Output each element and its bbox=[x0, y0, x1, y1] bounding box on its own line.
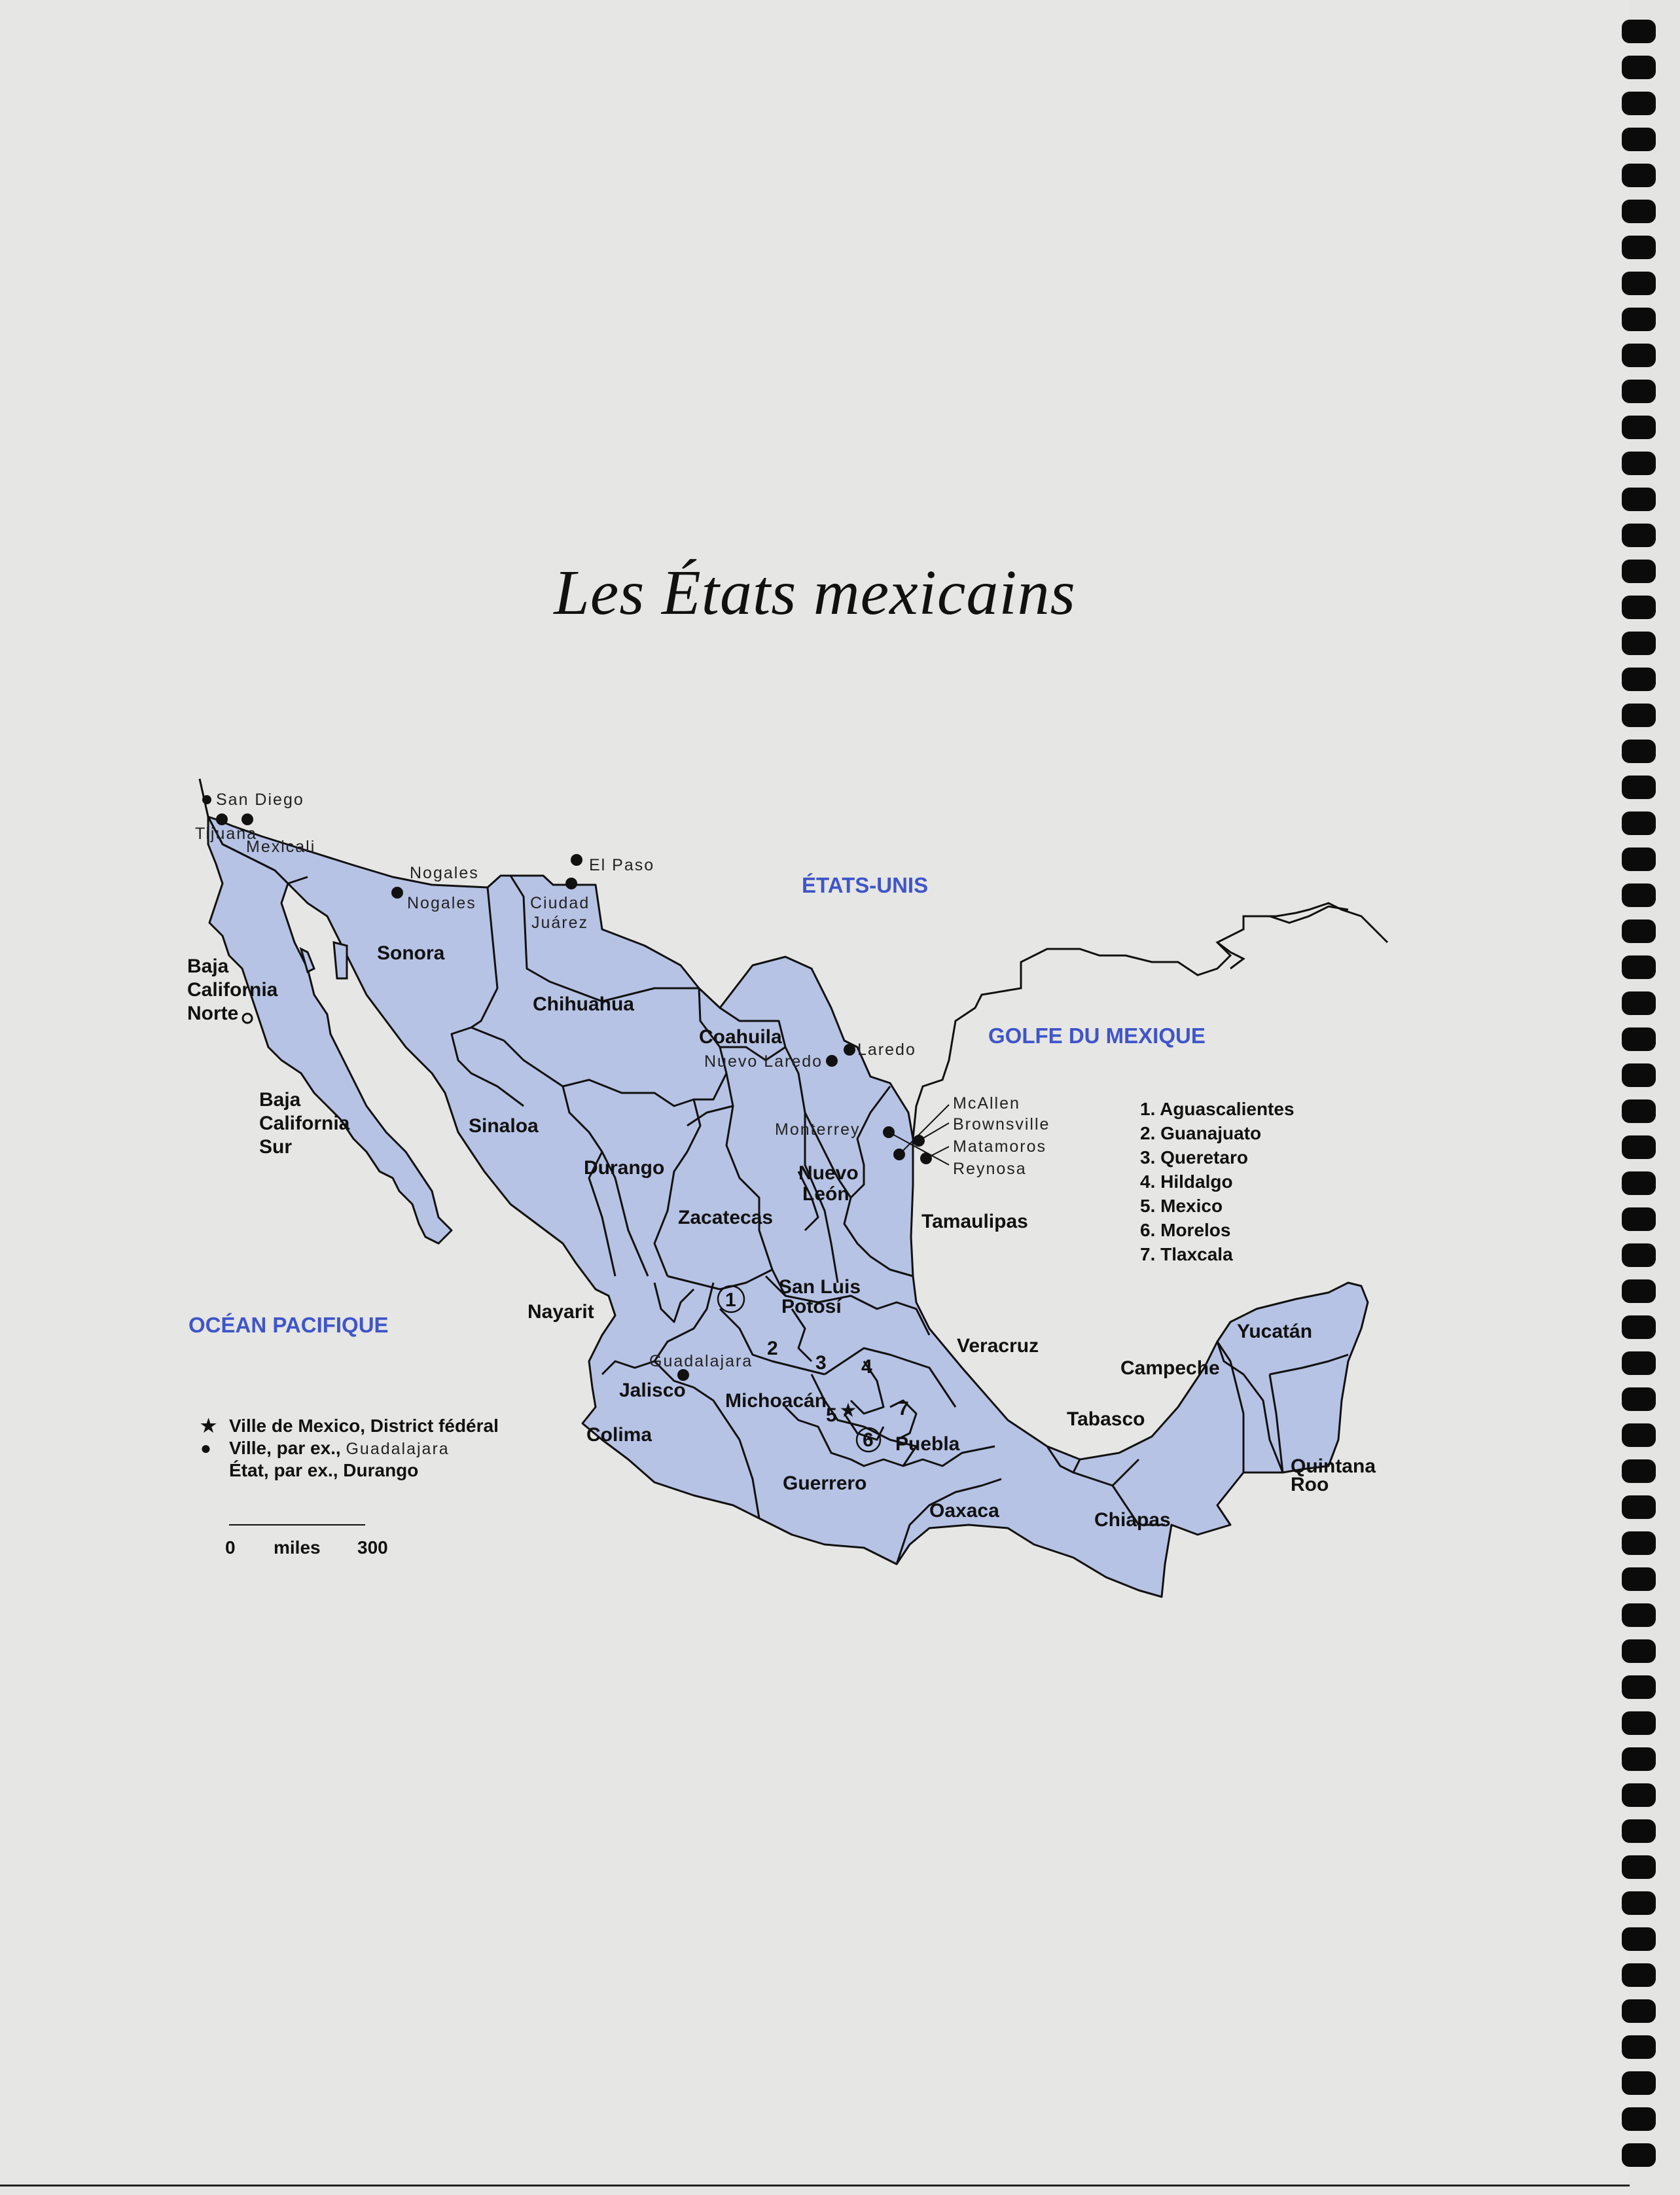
state-label-colima: Colima bbox=[586, 1424, 652, 1446]
city-label-laredo: Laredo bbox=[857, 1041, 916, 1059]
numbered-list-item: 6. Morelos bbox=[1140, 1220, 1231, 1240]
numbered-list-item: 4. Hildalgo bbox=[1140, 1171, 1233, 1192]
legend-capital-text: Ville de Mexico, District fédéral bbox=[229, 1416, 499, 1436]
baja-norte-marker-icon bbox=[243, 1014, 252, 1023]
legend-state-text: État, par ex., Durango bbox=[229, 1460, 419, 1480]
state-number-label: 3 bbox=[815, 1352, 827, 1374]
page-bottom-edge bbox=[0, 2185, 1630, 2186]
state-label-coahuila: Coahuila bbox=[699, 1026, 782, 1048]
state-label-san-luis-potosi: San Luis bbox=[779, 1276, 861, 1298]
state-label-baja-sur: Sur bbox=[259, 1136, 293, 1158]
state-number-label: 1 bbox=[725, 1289, 736, 1311]
map-legend bbox=[200, 1416, 499, 1480]
city-label-nogales-us: Nogales bbox=[410, 864, 479, 882]
legend-city-icon: ● bbox=[200, 1438, 211, 1458]
water-label-gulf: GOLFE DU MEXIQUE bbox=[988, 1024, 1206, 1048]
page-title: Les États mexicains bbox=[554, 558, 1076, 628]
state-label-sonora: Sonora bbox=[377, 942, 445, 964]
numbered-list-item: 5. Mexico bbox=[1140, 1196, 1223, 1216]
state-label-nuevo-leon: León bbox=[802, 1183, 849, 1205]
city-label-matamoros: Matamoros bbox=[953, 1137, 1047, 1156]
city-label-guadalajara: Guadalajara bbox=[649, 1352, 753, 1370]
numbered-list-item: 3. Queretaro bbox=[1140, 1147, 1248, 1168]
state-label-oaxaca: Oaxaca bbox=[929, 1500, 999, 1522]
state-label-chihuahua: Chihuahua bbox=[533, 993, 634, 1015]
city-label-mcallen: McAllen bbox=[953, 1094, 1020, 1113]
state-label-tabasco: Tabasco bbox=[1067, 1408, 1145, 1430]
city-label-san-diego: San Diego bbox=[216, 791, 304, 809]
state-number-label: 7 bbox=[898, 1398, 909, 1419]
water-label-usa: ÉTATS-UNIS bbox=[802, 873, 929, 897]
state-number-label: 5 bbox=[826, 1404, 837, 1426]
state-label-yucatan: Yucatán bbox=[1237, 1321, 1313, 1342]
capital-star-icon: ★ bbox=[839, 1400, 857, 1421]
state-number-label: 6 bbox=[863, 1429, 874, 1451]
island-shape bbox=[334, 942, 347, 978]
legend-city-text: Ville, par ex., Guadalajara bbox=[229, 1438, 450, 1458]
scale-end-label: 300 bbox=[357, 1537, 388, 1558]
san-diego-dot bbox=[202, 795, 211, 804]
numbered-list-item: 1. Aguascalientes bbox=[1140, 1099, 1295, 1119]
city-label-brownsville: Brownsville bbox=[953, 1115, 1050, 1133]
state-label-baja-norte: Norte bbox=[187, 1003, 239, 1024]
state-label-chiapas: Chiapas bbox=[1094, 1509, 1171, 1531]
scale-unit-label: miles bbox=[274, 1537, 321, 1558]
state-label-san-luis-potosi: Potosí bbox=[781, 1296, 842, 1317]
scale-bar bbox=[225, 1525, 388, 1558]
state-number-label: 2 bbox=[767, 1338, 778, 1359]
state-label-quintana-roo: Roo bbox=[1291, 1474, 1329, 1495]
scale-start-label: 0 bbox=[225, 1537, 236, 1558]
state-label-durango: Durango bbox=[584, 1157, 665, 1179]
city-label-ciudad-juarez: Ciudad bbox=[530, 894, 590, 912]
legend-capital-icon: ★ bbox=[200, 1416, 217, 1436]
state-label-tamaulipas: Tamaulipas bbox=[921, 1211, 1028, 1232]
state-label-nayarit: Nayarit bbox=[527, 1301, 594, 1323]
state-label-nuevo-leon: Nuevo bbox=[798, 1162, 859, 1184]
state-label-sinaloa: Sinaloa bbox=[469, 1115, 539, 1137]
numbered-state-list bbox=[1140, 1099, 1295, 1264]
numbered-list-item: 2. Guanajuato bbox=[1140, 1123, 1262, 1143]
city-label-reynosa: Reynosa bbox=[953, 1160, 1027, 1178]
city-label-mexicali: Mexicali bbox=[246, 838, 316, 856]
state-label-guerrero: Guerrero bbox=[783, 1472, 867, 1494]
state-label-baja-norte: California bbox=[187, 979, 278, 1001]
state-label-zacatecas: Zacatecas bbox=[678, 1207, 774, 1228]
state-label-baja-sur: Baja bbox=[259, 1089, 301, 1111]
state-label-campeche: Campeche bbox=[1120, 1357, 1220, 1379]
state-label-veracruz: Veracruz bbox=[957, 1335, 1039, 1357]
water-label-pacific: OCÉAN PACIFIQUE bbox=[188, 1313, 389, 1337]
state-label-quintana-roo: Quintana bbox=[1291, 1455, 1376, 1477]
city-label-monterrey: Monterrey bbox=[775, 1120, 861, 1139]
state-label-puebla: Puebla bbox=[895, 1433, 960, 1455]
state-label-jalisco: Jalisco bbox=[619, 1380, 686, 1401]
state-label-baja-sur: California bbox=[259, 1113, 350, 1134]
city-label-el-paso: El Paso bbox=[589, 856, 655, 874]
state-label-michoacan: Michoacán bbox=[725, 1390, 827, 1412]
state-label-baja-norte: Baja bbox=[187, 955, 229, 977]
city-label-tijuana: Tijuana bbox=[195, 825, 258, 843]
city-label-nuevo-laredo: Nuevo Laredo bbox=[704, 1052, 823, 1071]
city-label-ciudad-juarez: Juárez bbox=[531, 914, 589, 932]
city-label-nogales-mx: Nogales bbox=[407, 894, 476, 912]
state-number-label: 4 bbox=[861, 1356, 872, 1378]
numbered-list-item: 7. Tlaxcala bbox=[1140, 1244, 1233, 1264]
